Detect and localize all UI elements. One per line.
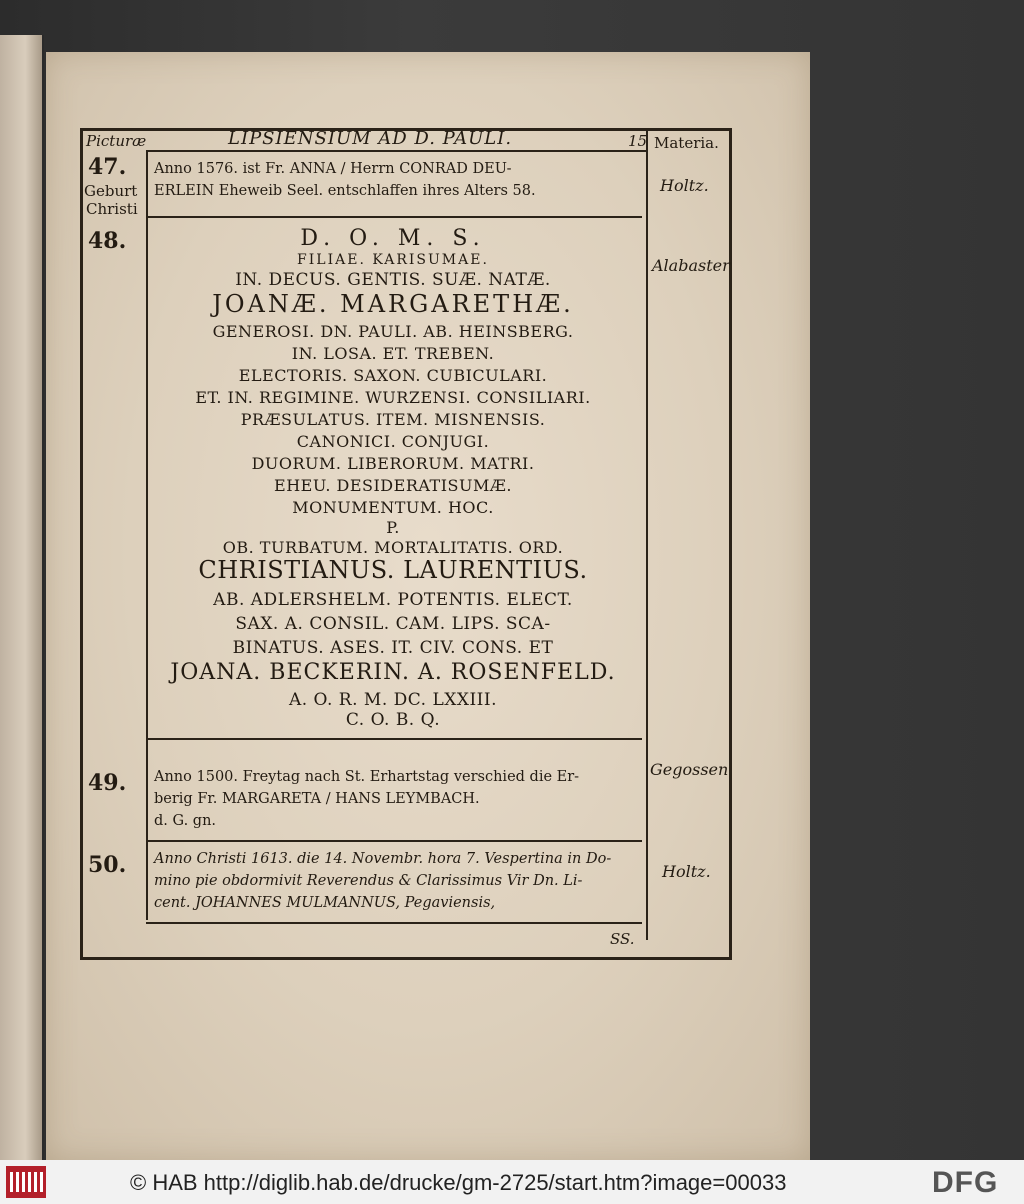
epitaph-line: OB. TURBATUM. MORTALITATIS. ORD. [222, 538, 564, 557]
epitaph-line: BINATUS. ASES. IT. CIV. CONS. ET [232, 638, 554, 658]
epitaph-line: DUORUM. LIBERORUM. MATRI. [251, 454, 535, 473]
entry-line: mino pie obdormivit Reverendus & Clarissimus Vir Dn. Li- [154, 873, 583, 889]
epitaph-line: CANONICI. CONJUGI. [296, 432, 490, 451]
column-rule-left [146, 150, 148, 920]
catchword: SS. [610, 930, 635, 948]
epitaph-line: ET. IN. REGIMINE. WURZENSI. CONSILIARI. [195, 388, 591, 407]
epitaph-line: IN. DECUS. GENTIS. SUÆ. NATÆ. [235, 270, 551, 290]
footer-bar [0, 1160, 1024, 1204]
entry-line: Anno Christi 1613. die 14. Novembr. hora 7. Vespertina in Do- [154, 851, 612, 867]
epitaph-line: P. [386, 518, 400, 537]
epitaph-line: EHEU. DESIDERATISUMÆ. [274, 476, 512, 495]
epitaph-line: GENEROSI. DN. PAULI. AB. HEINSBERG. [212, 322, 574, 341]
entry-line: Anno 1576. ist Fr. ANNA / Herrn CONRAD DEU- [154, 161, 512, 177]
side-note: Geburt [84, 182, 138, 200]
epitaph-line: A. O. R. M. DC. LXXIII. [288, 690, 498, 710]
hab-logo-icon [6, 1166, 46, 1198]
epitaph-line: AB. ADLERSHELM. POTENTIS. ELECT. [213, 590, 573, 610]
entry-line: Anno 1500. Freytag nach St. Erhartstag verschied die Er- [154, 769, 580, 785]
material-label: Holtz. [660, 176, 709, 195]
header-right: Materia. [654, 134, 719, 152]
entry-line: berig Fr. MARGARETA / HANS LEYMBACH. [154, 791, 480, 807]
epitaph-line: CHRISTIANUS. LAURENTIUS. [198, 556, 588, 584]
previous-page-edge [0, 35, 44, 1160]
entry-rule-3 [146, 840, 642, 842]
copyright-link[interactable]: © HAB http://diglib.hab.de/drucke/gm-2725/start.htm?image=00033 [130, 1170, 787, 1195]
epitaph-line: ELECTORIS. SAXON. CUBICULARI. [238, 366, 548, 385]
epitaph-line: FILIAE. KARISUMAE. [297, 252, 489, 268]
side-note: Christi [86, 200, 138, 218]
entry-rule-4 [146, 922, 642, 924]
epitaph-line: D. O. M. S. [300, 226, 486, 251]
material-label: Gegossen [650, 760, 729, 779]
material-label: Holtz. [662, 862, 711, 881]
entry-rule-1 [146, 216, 642, 218]
entry-line: d. G. gn. [154, 813, 217, 829]
column-rule-right [646, 128, 648, 940]
entry-line: ERLEIN Eheweib Seel. entschlaffen ihres Alters 58. [154, 183, 536, 199]
dfg-logo: DFG [932, 1166, 999, 1199]
header-left: Picturæ [86, 132, 147, 150]
epitaph-line: IN. LOSA. ET. TREBEN. [291, 344, 495, 363]
running-title: LIPSIENSIUM AD D. PAULI. [228, 128, 513, 149]
epitaph-line: SAX. A. CONSIL. CAM. LIPS. SCA- [235, 614, 551, 634]
material-label: Alabaster [652, 256, 730, 275]
epitaph-line: C. O. B. Q. [345, 710, 441, 730]
epitaph-line: JOANA. BECKERIN. A. ROSENFELD. [170, 660, 616, 685]
entry-number: 49. [88, 770, 127, 796]
epitaph-line: PRÆSULATUS. ITEM. MISNENSIS. [240, 410, 546, 429]
epitaph-line: MONUMENTUM. HOC. [292, 498, 494, 517]
entry-number: 47. [88, 154, 127, 180]
header-rule [146, 150, 646, 152]
epitaph-line: JOANÆ. MARGARETHÆ. [212, 290, 574, 318]
entry-line: cent. JOHANNES MULMANNUS, Pegaviensis, [154, 895, 496, 911]
entry-number: 50. [88, 852, 127, 878]
entry-rule-2 [146, 738, 642, 740]
page-number: 15 [628, 132, 648, 150]
entry-number: 48. [88, 228, 127, 254]
